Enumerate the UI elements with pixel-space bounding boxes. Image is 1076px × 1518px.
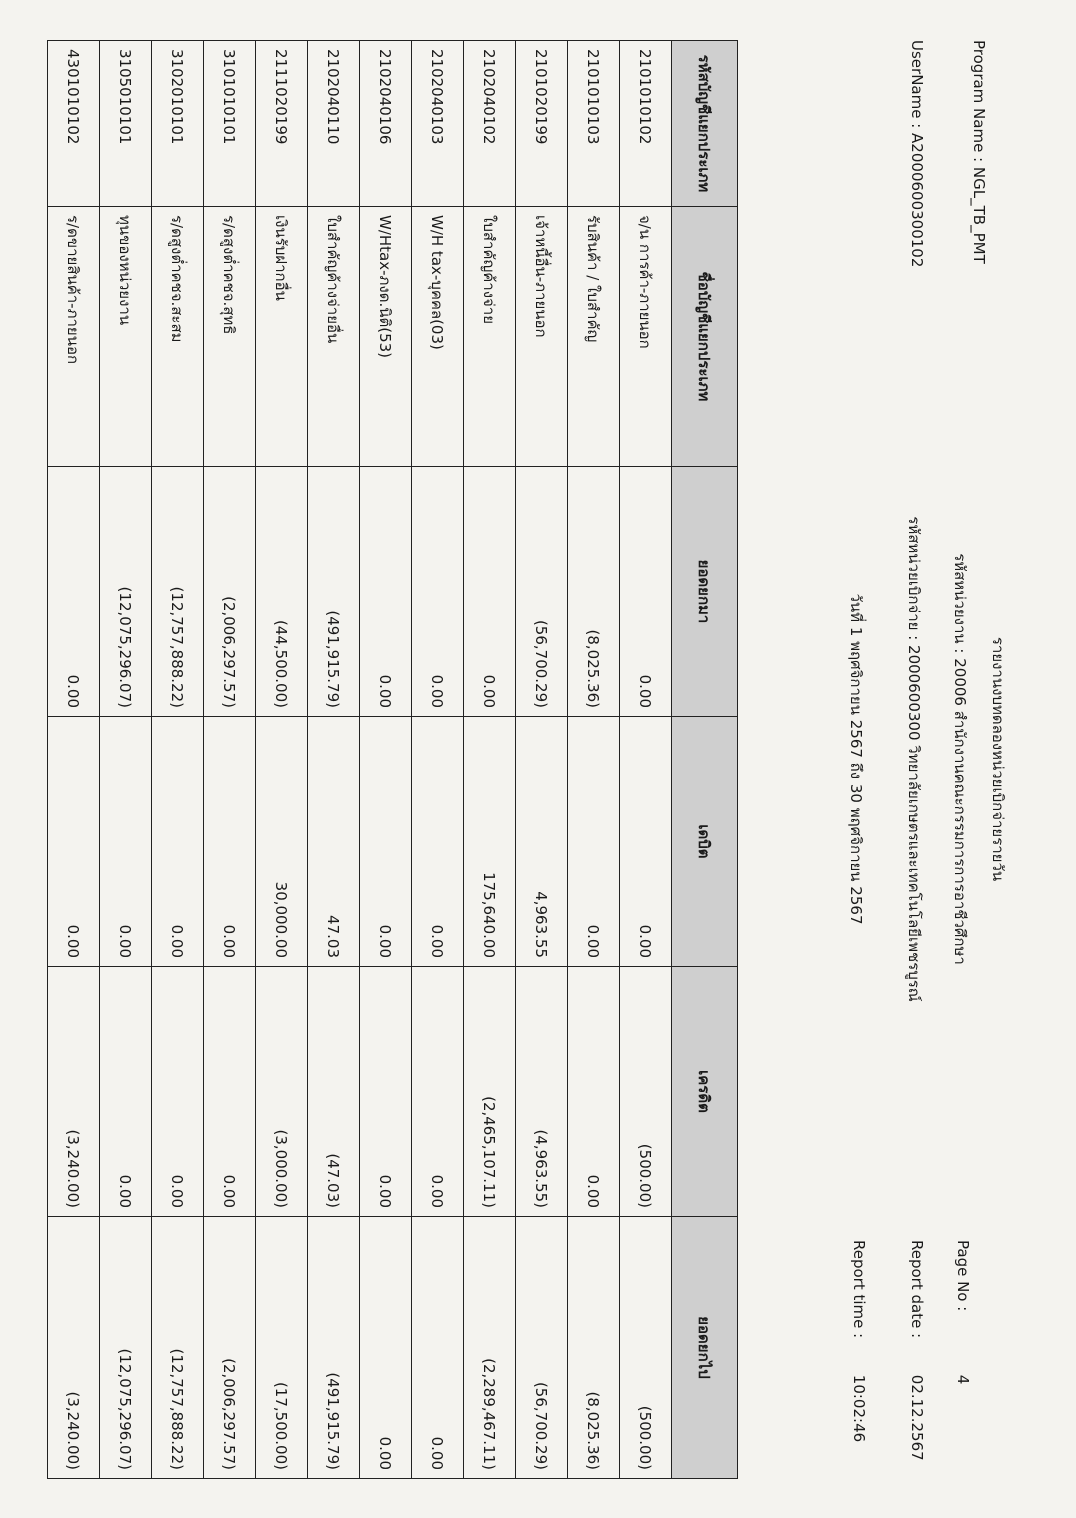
table-row [308, 41, 360, 1479]
account-code-cell: 2111020199 [256, 41, 308, 207]
carried-forward-cell: (500.00) [620, 1217, 672, 1479]
agency-line: รหัสหน่วยงาน : 20006 สำนักงานคณะกรรมการการอาชีวศึกษา [951, 553, 969, 965]
account-name-cell: W/Htax-ภงด.นิติ(53) [360, 207, 412, 467]
debit-cell: 0.00 [412, 717, 464, 967]
credit-cell: 0.00 [100, 967, 152, 1217]
brought-forward-cell: (2,006,297.57) [204, 467, 256, 717]
debit-cell: 47.03 [308, 717, 360, 967]
debit-cell: 0.00 [568, 717, 620, 967]
brought-forward-cell: 0.00 [48, 467, 100, 717]
account-name-cell: ร/ดขายสินค้า-ภายนอก [48, 207, 100, 467]
brought-forward-cell: (56,700.29) [516, 467, 568, 717]
col-header-carried-forward: ยอดยกไป [672, 1217, 738, 1479]
debit-cell: 30,000.00 [256, 717, 308, 967]
page-no-line [954, 1240, 972, 1384]
debit-cell: 4,963.55 [516, 717, 568, 967]
credit-cell: (2,465,107.11) [464, 967, 516, 1217]
credit-cell: (47.03) [308, 967, 360, 1217]
carried-forward-cell: (17,500.00) [256, 1217, 308, 1479]
brought-forward-cell: (44,500.00) [256, 467, 308, 717]
table-row [204, 41, 256, 1479]
table-row [48, 41, 100, 1479]
account-code-cell: 3101010101 [204, 41, 256, 207]
account-code-cell: 3102010101 [152, 41, 204, 207]
carried-forward-cell: (12,757,888.22) [152, 1217, 204, 1479]
credit-cell: (4,963.55) [516, 967, 568, 1217]
debit-cell: 175,640.00 [464, 717, 516, 967]
account-name-cell: เงินรับฝากอื่น [256, 207, 308, 467]
brought-forward-cell: 0.00 [464, 467, 516, 717]
brought-forward-cell: 0.00 [412, 467, 464, 717]
account-name-cell: ใบสำคัญค้างจ่ายอื่น [308, 207, 360, 467]
table-row [152, 41, 204, 1479]
page-no-label: Page No : [954, 1240, 972, 1312]
table-row [516, 41, 568, 1479]
debit-cell: 0.00 [100, 717, 152, 967]
disbursing-unit-line: รหัสหน่วยเบิกจ่าย : 2000600300 วิทยาลัยเกษตรและเทคโนโลยีเพชรบูรณ์ [905, 516, 923, 1002]
account-name-cell: ทุนของหน่วยงาน [100, 207, 152, 467]
brought-forward-cell: (12,075,296.07) [100, 467, 152, 717]
debit-cell: 0.00 [360, 717, 412, 967]
col-header-credit: เครดิต [672, 967, 738, 1217]
col-header-debit: เดบิต [672, 717, 738, 967]
credit-cell: 0.00 [204, 967, 256, 1217]
period-line: วันที่ 1 พฤศจิกายน 2567 ถึง 30 พฤศจิกายน 2567 [847, 593, 865, 925]
carried-forward-cell: 0.00 [412, 1217, 464, 1479]
table-row [100, 41, 152, 1479]
trial-balance-table [47, 40, 738, 1479]
carried-forward-cell: (3,240.00) [48, 1217, 100, 1479]
col-header-account-name: ชื่อบัญชีแยกประเภท [672, 207, 738, 467]
account-code-cell: 2102040110 [308, 41, 360, 207]
credit-cell: 0.00 [152, 967, 204, 1217]
account-name-cell: รับสินค้า / ใบสำคัญ [568, 207, 620, 467]
credit-cell: 0.00 [360, 967, 412, 1217]
report-time-label: Report time : [850, 1240, 868, 1339]
brought-forward-cell: (491,915.79) [308, 467, 360, 717]
account-code-cell: 2102040102 [464, 41, 516, 207]
col-header-account-code: รหัสบัญชีแยกประเภท [672, 41, 738, 207]
table-row [360, 41, 412, 1479]
carried-forward-cell: (56,700.29) [516, 1217, 568, 1479]
account-name-cell: ร/ดสูงต่ำคชจ.สะสม [152, 207, 204, 467]
brought-forward-cell: (8,025.36) [568, 467, 620, 717]
report-date-line [908, 1240, 926, 1461]
table-row [620, 41, 672, 1479]
account-name-cell: จ/น การค้า-ภายนอก [620, 207, 672, 467]
account-code-cell: 2102040103 [412, 41, 464, 207]
program-name-value: NGL_TB_PMT [970, 166, 988, 264]
username-label: UserName : [908, 40, 926, 129]
account-code-cell: 3105010101 [100, 41, 152, 207]
account-name-cell: ร/ดสูงต่ำคชจ.สุทธิ [204, 207, 256, 467]
credit-cell: (3,240.00) [48, 967, 100, 1217]
table-row [256, 41, 308, 1479]
brought-forward-cell: (12,757,888.22) [152, 467, 204, 717]
account-code-cell: 4301010102 [48, 41, 100, 207]
account-code-cell: 2101020199 [516, 41, 568, 207]
brought-forward-cell: 0.00 [620, 467, 672, 717]
report-title: รายงานงบทดลองหน่วยเบิกจ่ายรายวัน [989, 636, 1007, 882]
debit-cell: 0.00 [48, 717, 100, 967]
carried-forward-cell: (12,075,296.07) [100, 1217, 152, 1479]
credit-cell: 0.00 [568, 967, 620, 1217]
carried-forward-cell: 0.00 [360, 1217, 412, 1479]
credit-cell: (500.00) [620, 967, 672, 1217]
credit-cell: 0.00 [412, 967, 464, 1217]
carried-forward-cell: (491,915.79) [308, 1217, 360, 1479]
debit-cell: 0.00 [204, 717, 256, 967]
report-time-line [850, 1240, 868, 1442]
account-code-cell: 2101010102 [620, 41, 672, 207]
account-code-cell: 2102040106 [360, 41, 412, 207]
account-name-cell: เจ้าหนี้อื่น-ภายนอก [516, 207, 568, 467]
carried-forward-cell: (2,006,297.57) [204, 1217, 256, 1479]
report-date-label: Report date : [908, 1240, 926, 1339]
account-code-cell: 2101010103 [568, 41, 620, 207]
carried-forward-cell: (8,025.36) [568, 1217, 620, 1479]
table-header-row [672, 41, 738, 1479]
col-header-brought-forward: ยอดยกมา [672, 467, 738, 717]
table-row [568, 41, 620, 1479]
report-date-value: 02.12.2567 [908, 1374, 926, 1461]
brought-forward-cell: 0.00 [360, 467, 412, 717]
account-name-cell: W/H tax-บุคคล(03) [412, 207, 464, 467]
table-row [412, 41, 464, 1479]
carried-forward-cell: (2,289,467.11) [464, 1217, 516, 1479]
page-no-value: 4 [954, 1374, 972, 1385]
program-name-label: Program Name : [970, 40, 988, 163]
debit-cell: 0.00 [620, 717, 672, 967]
table-row [464, 41, 516, 1479]
report-time-value: 10:02:46 [850, 1374, 868, 1443]
debit-cell: 0.00 [152, 717, 204, 967]
credit-cell: (3,000.00) [256, 967, 308, 1217]
username-value: A2000600300102 [908, 133, 926, 268]
account-name-cell: ใบสำคัญค้างจ่าย [464, 207, 516, 467]
